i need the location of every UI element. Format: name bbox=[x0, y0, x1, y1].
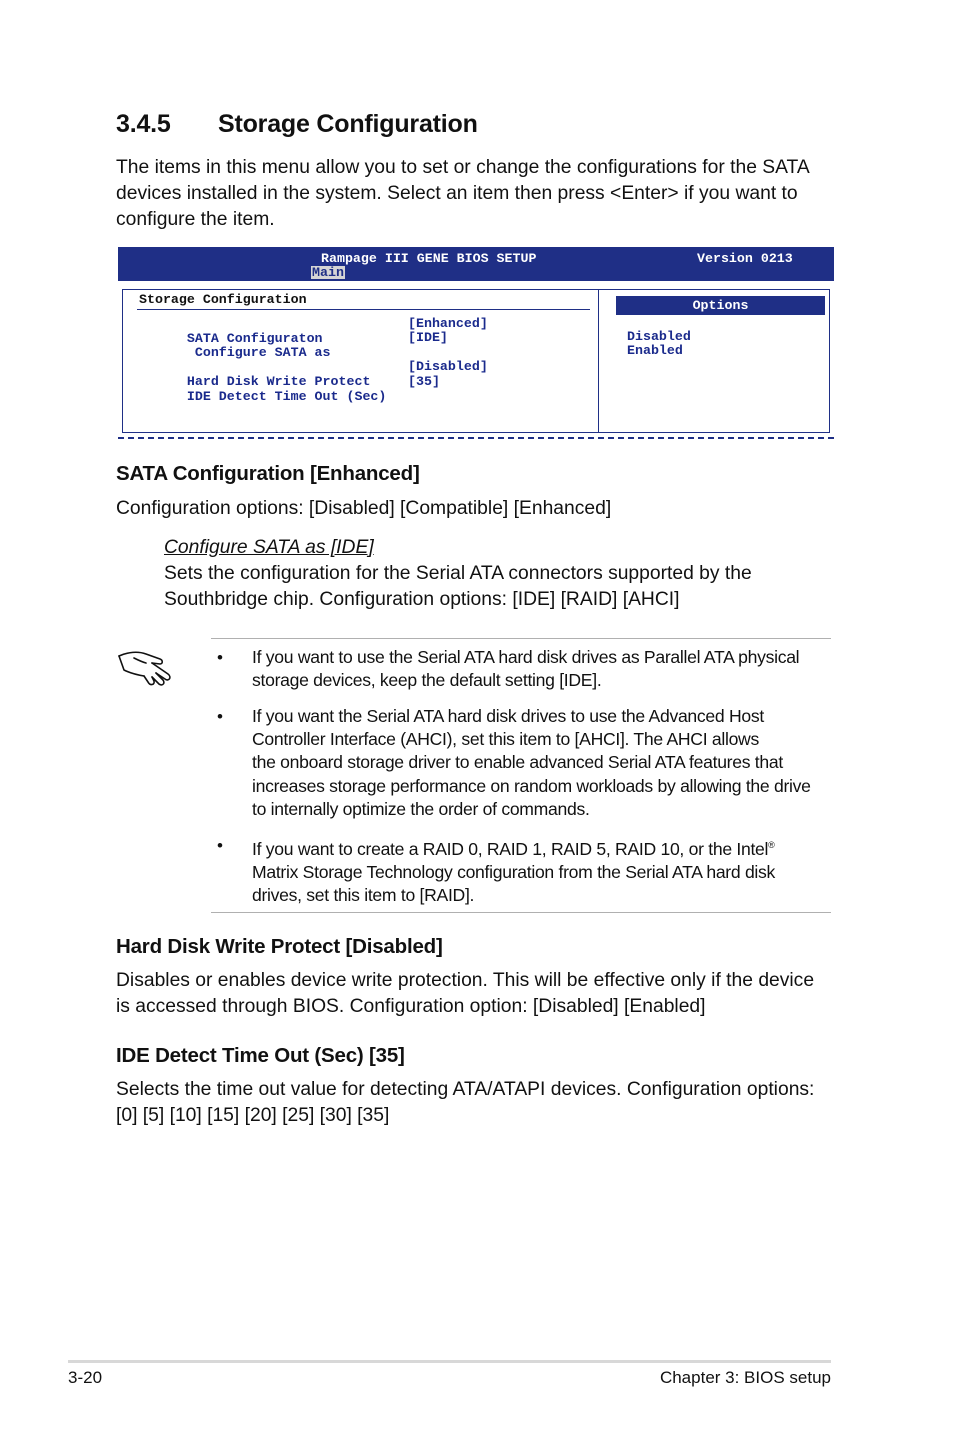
bullet-marker: • bbox=[217, 707, 223, 726]
bios-item-value: [IDE] bbox=[408, 330, 448, 345]
text-line: Sets the configuration for the Serial ATA connectors supported by the bbox=[164, 563, 752, 584]
note-bottom-rule bbox=[211, 912, 831, 913]
bios-item-label: Configure SATA as bbox=[186, 345, 331, 360]
hdwp-heading: Hard Disk Write Protect [Disabled] bbox=[116, 935, 443, 958]
footer-rule bbox=[68, 1360, 831, 1363]
section-title: Storage Configuration bbox=[218, 110, 478, 138]
bios-item-value: [35] bbox=[408, 374, 440, 389]
note-top-rule bbox=[211, 638, 831, 639]
bios-item-value: [Disabled] bbox=[408, 359, 488, 374]
bios-divider-line bbox=[137, 309, 590, 310]
hdwp-text bbox=[116, 968, 836, 1020]
intro-line: The items in this menu allow you to set or change the configurations for the SATA bbox=[116, 157, 810, 178]
configure-sata-subheading: Configure SATA as [IDE] bbox=[164, 537, 374, 558]
text-line: is accessed through BIOS. Configuration option: [Disabled] [Enabled] bbox=[116, 996, 706, 1017]
bios-title: Rampage III GENE BIOS SETUP bbox=[321, 251, 537, 266]
configure-sata-text bbox=[164, 561, 844, 613]
bios-item-ide-detect-time-out[interactable] bbox=[139, 374, 440, 434]
sata-options-text: Configuration options: [Disabled] [Compatible] [Enhanced] bbox=[116, 498, 612, 519]
text-line: If you want to use the Serial ATA hard disk drives as Parallel ATA physical bbox=[252, 647, 800, 667]
intro-line: configure the item. bbox=[116, 209, 275, 230]
text-line: the onboard storage driver to enable advanced Serial ATA features that bbox=[252, 752, 783, 773]
bios-frame bbox=[122, 289, 830, 433]
bios-item-label: IDE Detect Time Out (Sec) bbox=[186, 389, 387, 404]
intro-paragraph bbox=[116, 155, 836, 233]
note-item bbox=[252, 834, 832, 907]
chapter-label: Chapter 3: BIOS setup bbox=[659, 1368, 831, 1387]
text-line: Selects the time out value for detecting ATA/ATAPI devices. Configuration options: bbox=[116, 1079, 815, 1100]
sata-heading: SATA Configuration [Enhanced] bbox=[116, 462, 420, 485]
bios-item-label: SATA Configuraton bbox=[186, 331, 323, 346]
text-line: increases storage performance on random workloads by allowing the drive bbox=[252, 775, 811, 796]
bullet-marker: • bbox=[217, 836, 223, 855]
registered-mark: ® bbox=[768, 840, 775, 850]
text-segment: If you want to create a RAID 0, RAID 1, RAID 5, RAID 10, or the Intel bbox=[252, 838, 769, 859]
intro-line: devices installed in the system. Select an item then press <Enter> if you want to bbox=[116, 183, 798, 204]
hand-note-icon bbox=[116, 646, 174, 693]
text-line: storage devices, keep the default setting [IDE]. bbox=[252, 670, 602, 691]
bios-panel-separator bbox=[598, 290, 599, 432]
bios-item-value: [Enhanced] bbox=[408, 316, 488, 331]
note-item bbox=[252, 646, 832, 692]
bios-dashed-border bbox=[118, 437, 834, 439]
text-line: drives, set this item to [RAID]. bbox=[252, 885, 475, 906]
text-line: Disables or enables device write protection. This will be effective only if the device bbox=[116, 970, 815, 991]
bios-item-label: Hard Disk Write Protect bbox=[186, 374, 371, 389]
bios-option-enabled[interactable]: Enabled bbox=[627, 343, 683, 358]
text-line bbox=[252, 834, 832, 861]
bios-screen bbox=[118, 247, 834, 443]
text-line: Southbridge chip. Configuration options: [IDE] [RAID] [AHCI] bbox=[164, 589, 680, 610]
bios-panel-title: Storage Configuration bbox=[139, 292, 307, 307]
bios-version: Version 0213 bbox=[697, 251, 793, 266]
bios-options-header: Options bbox=[616, 296, 825, 315]
text-line: If you want the Serial ATA hard disk drives to use the Advanced Host bbox=[252, 706, 764, 726]
text-line: Controller Interface (AHCI), set this item to [AHCI]. The AHCI allows bbox=[252, 729, 759, 750]
text-line: to internally optimize the order of commands. bbox=[252, 798, 590, 819]
ide-heading: IDE Detect Time Out (Sec) [35] bbox=[116, 1044, 405, 1067]
page-number: 3-20 bbox=[68, 1368, 103, 1387]
text-line: [0] [5] [10] [15] [20] [25] [30] [35] bbox=[116, 1105, 390, 1126]
note-item bbox=[252, 705, 832, 821]
bios-header-bar bbox=[118, 247, 834, 281]
bios-tab-main[interactable]: Main bbox=[312, 265, 344, 280]
ide-text bbox=[116, 1077, 836, 1129]
text-line: Matrix Storage Technology configuration from the Serial ATA hard disk bbox=[252, 862, 776, 883]
bios-option-disabled[interactable]: Disabled bbox=[627, 329, 691, 344]
section-number: 3.4.5 bbox=[116, 110, 171, 138]
section-heading bbox=[116, 110, 478, 139]
bullet-marker: • bbox=[217, 648, 223, 667]
